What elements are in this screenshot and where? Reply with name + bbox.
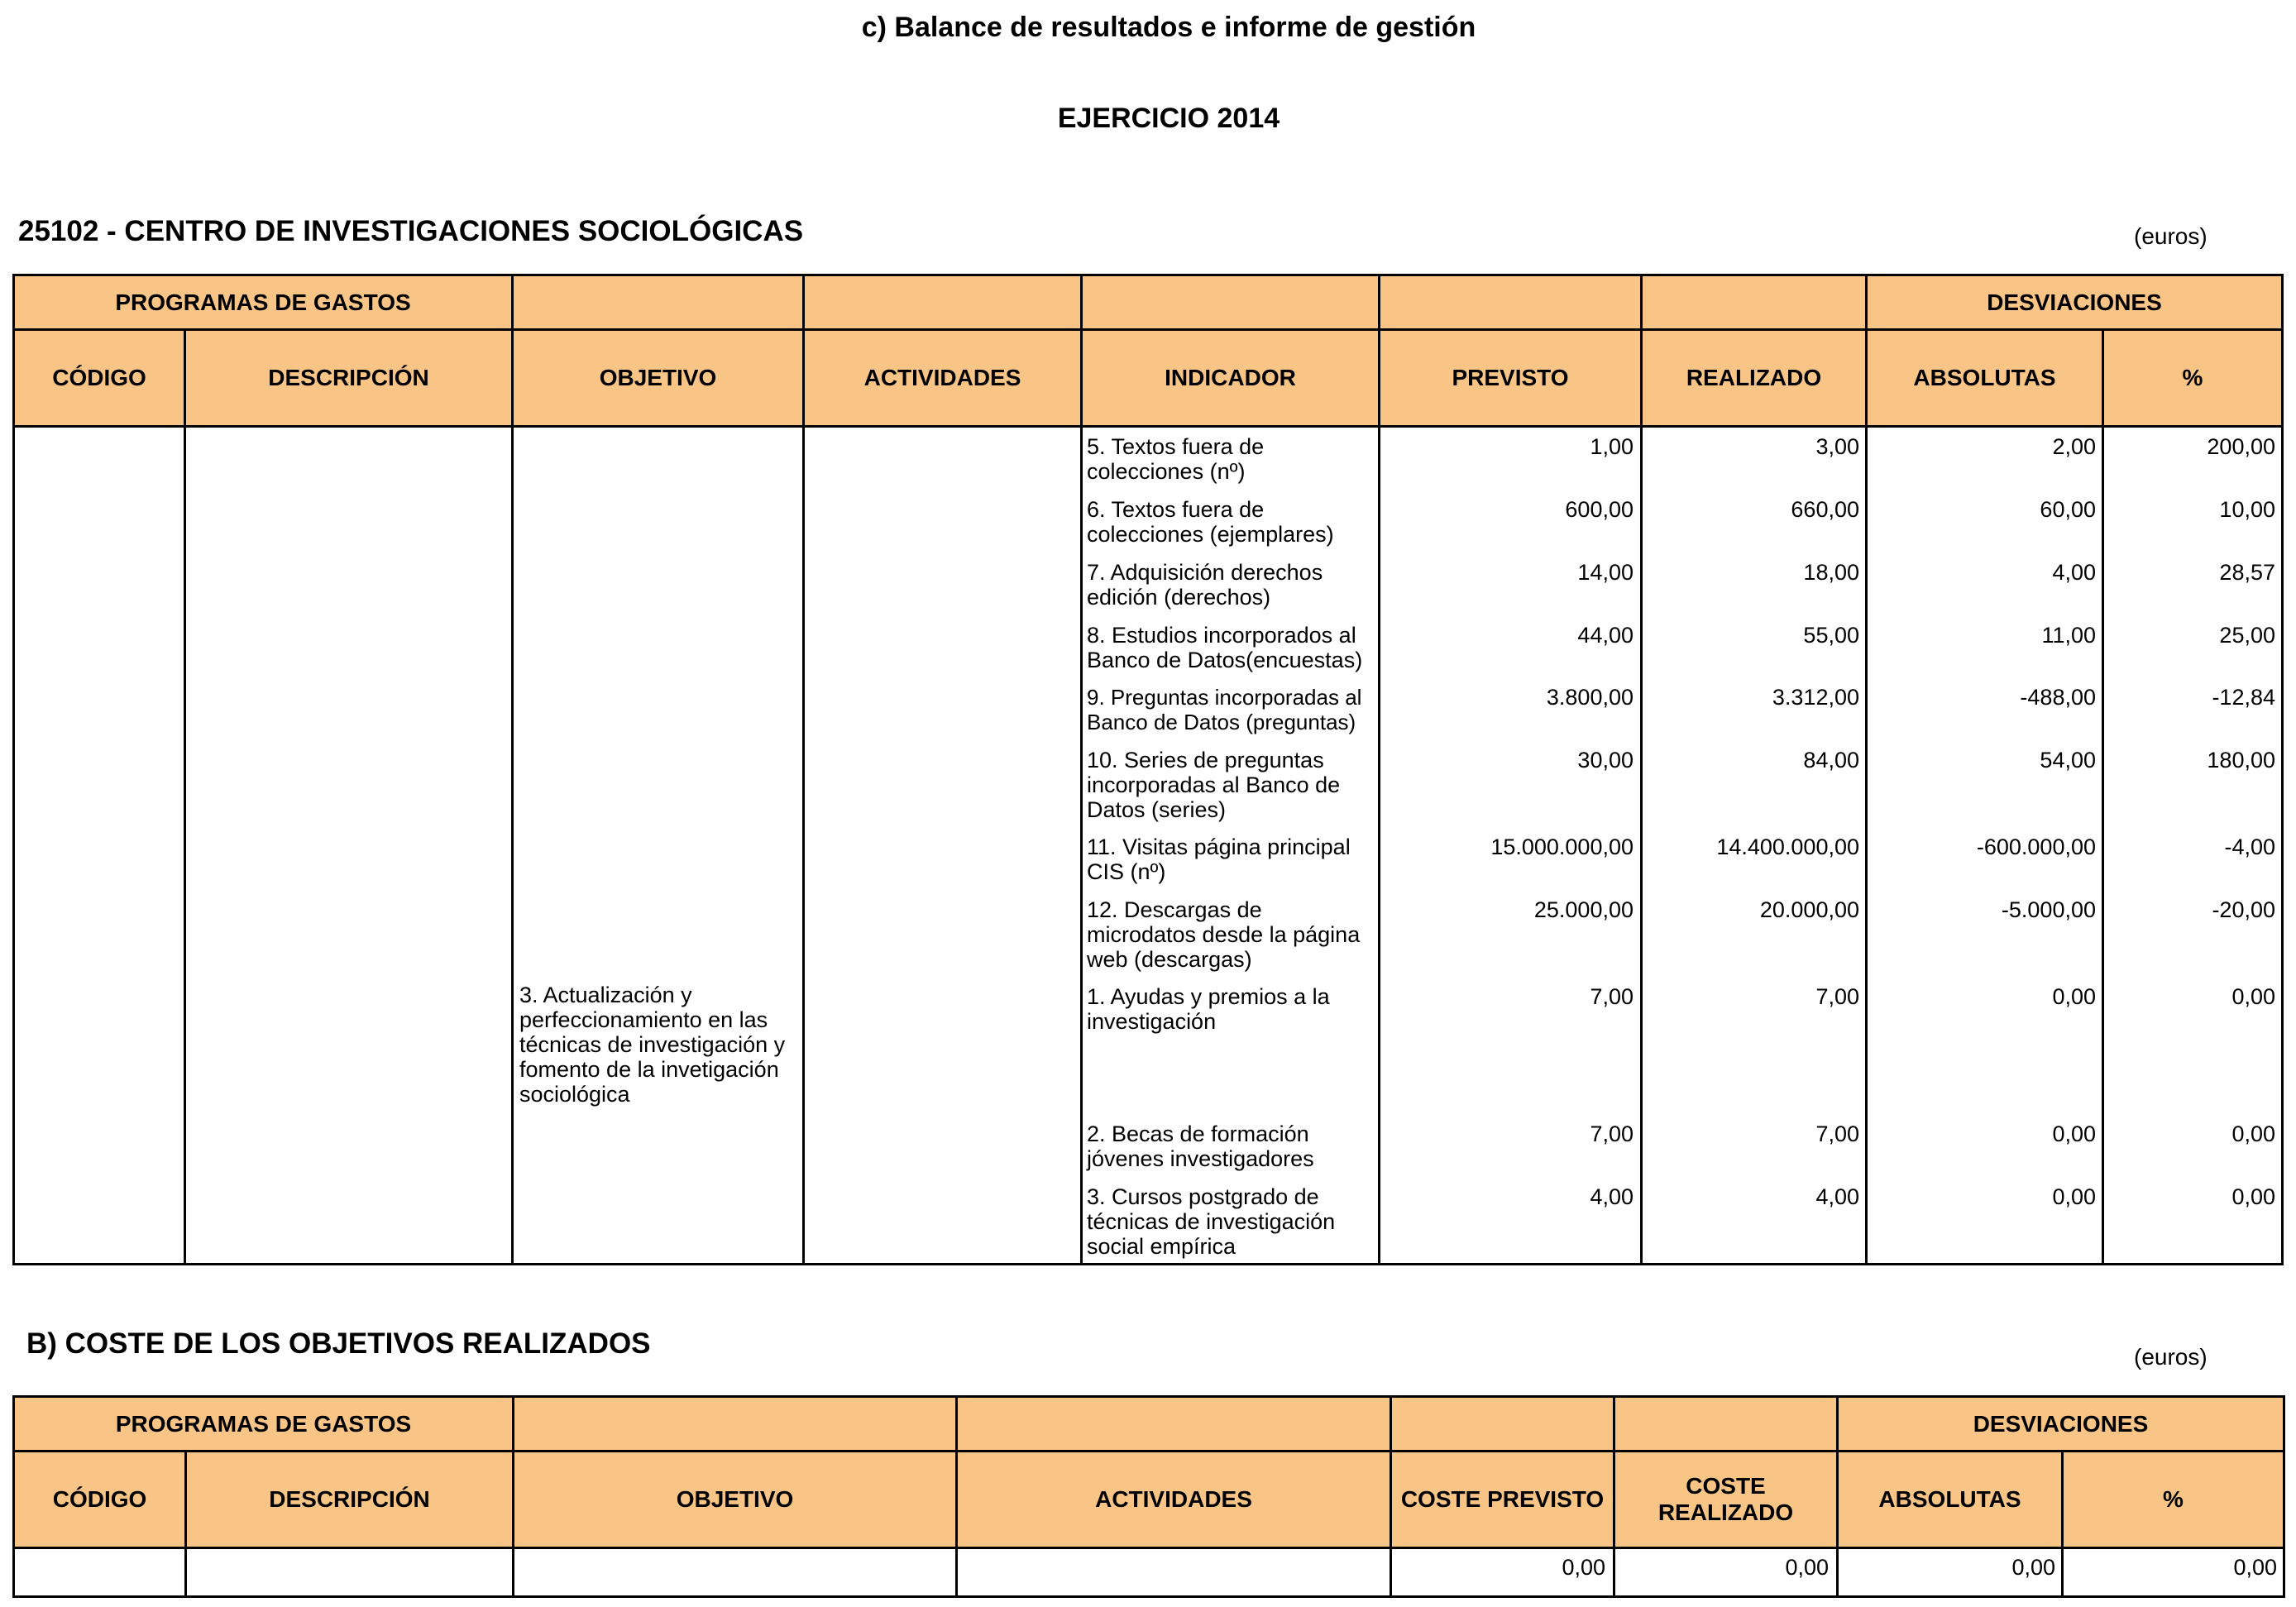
col-percent-b: % bbox=[2064, 1452, 2283, 1547]
col-previsto: PREVISTO bbox=[1380, 331, 1640, 425]
table-row: 8. Estudios incorporados al Banco de Datos(encuestas) bbox=[1087, 623, 1363, 672]
table-row: 5. Textos fuera de colecciones (nº) bbox=[1087, 434, 1265, 484]
col-objetivo-b: OBJETIVO bbox=[514, 1452, 955, 1547]
col-indicador: INDICADOR bbox=[1083, 331, 1378, 425]
col-coste-previsto: COSTE PREVISTO bbox=[1392, 1452, 1613, 1547]
col-codigo: CÓDIGO bbox=[15, 331, 184, 425]
table-row: 7. Adquisición derechos edición (derechos) bbox=[1087, 560, 1323, 610]
cost-table: PROGRAMAS DE GASTOS DESVIACIONES CÓDIGO DESCRIPCIÓN OBJETIVO ACTIVIDADES COSTE PREVISTO COSTE REALIZADO ABSOLUTAS % 0,00 0,00 0,00 0,00 bbox=[12, 1395, 2285, 1598]
table-row: 12. Descargas de microdatos desde la página web (descargas) bbox=[1087, 897, 1361, 972]
exercise-year: EJERCICIO 2014 bbox=[1057, 103, 1280, 134]
table-row: 3. Cursos postgrado de técnicas de investigación social empírica bbox=[1087, 1184, 1336, 1259]
table-row: 10. Series de preguntas incorporadas al Banco de Datos (series) bbox=[1087, 748, 1341, 822]
objective-text: 3. Actualización y perfeccionamiento en las técnicas de investigación y fomento de la invetigación sociológica bbox=[519, 983, 786, 1107]
col-objetivo: OBJETIVO bbox=[514, 331, 802, 425]
col-descripcion: DESCRIPCIÓN bbox=[186, 331, 511, 425]
table-row: 0,00 bbox=[1562, 1555, 1605, 1580]
deviations-group-header-b: DESVIACIONES bbox=[1839, 1398, 2283, 1450]
col-percent: % bbox=[2104, 331, 2281, 425]
col-absolutas-b: ABSOLUTAS bbox=[1839, 1452, 2061, 1547]
col-actividades: ACTIVIDADES bbox=[805, 331, 1080, 425]
results-table: PROGRAMAS DE GASTOS DESVIACIONES CÓDIGO DESCRIPCIÓN OBJETIVO ACTIVIDADES INDICADOR PREVISTO REALIZADO ABSOLUTAS % 3. Actualización y perfeccionamiento en las técnicas de investigación y fomento de la invetigación sociológica 5. Textos fuera de colecciones (nº) 1,00 3,00 2,00 200,00 6. Textos fuera de colecciones (ejemplares) 600,00 660,00 60,00 10,00 7. Adquisición derechos edición (derechos) 14,00 18,00 4,00 28,57 8. Estudios incorporados al Banco de Datos(encuestas) 44,00 55,00 11,00 25,00 9. Preguntas incorporadas al Banco de Datos (preguntas) 3.800,00 3.312,00 -488,00 -12,84 10. Series de preguntas incorporadas al Banco de Datos (series) 30,00 84,00 54,00 180,00 11. Visitas página principal CIS (nº) 15.000.000,00 14.400.000,00 -600.000,00 -4,00 12. Descargas de microdatos desde la página web (descargas) 25.000,00 20.000,00 -5.000,00 -20,00 1. Ayudas y premios a la investigación 7,00 7,00 0,00 0,00 2. Becas de formación jóvenes investigadores 7,00 7,00 0,00 0,00 3. Cursos postgrado de técnicas de investigación social empírica 4,00 4,00 0,00 0,00 bbox=[12, 274, 2284, 1265]
programs-group-header: PROGRAMAS DE GASTOS bbox=[15, 276, 511, 328]
table-row: 2. Becas de formación jóvenes investigadores bbox=[1087, 1122, 1314, 1171]
col-descripcion-b: DESCRIPCIÓN bbox=[187, 1452, 512, 1547]
units-label-b: (euros) bbox=[2134, 1344, 2208, 1370]
col-realizado: REALIZADO bbox=[1643, 331, 1865, 425]
col-actividades-b: ACTIVIDADES bbox=[958, 1452, 1390, 1547]
table-row: 1. Ayudas y premios a la investigación bbox=[1087, 984, 1330, 1034]
table-row: 9. Preguntas incorporadas al Banco de Datos (preguntas) bbox=[1087, 685, 1362, 734]
deviations-group-header: DESVIACIONES bbox=[1868, 276, 2281, 328]
units-label: (euros) bbox=[2134, 223, 2208, 249]
col-codigo-b: CÓDIGO bbox=[15, 1452, 184, 1547]
col-coste-realizado: COSTE REALIZADO bbox=[1615, 1452, 1836, 1547]
programs-group-header-b: PROGRAMAS DE GASTOS bbox=[15, 1398, 512, 1450]
entity-heading: 25102 - CENTRO DE INVESTIGACIONES SOCIOLÓGICAS bbox=[18, 215, 804, 247]
col-absolutas: ABSOLUTAS bbox=[1868, 331, 2102, 425]
report-title: c) Balance de resultados e informe de gestión bbox=[861, 12, 1476, 43]
table-row: 11. Visitas página principal CIS (nº) bbox=[1087, 835, 1351, 884]
section-b-heading: B) COSTE DE LOS OBJETIVOS REALIZADOS bbox=[26, 1327, 651, 1360]
table-row: 6. Textos fuera de colecciones (ejemplares) bbox=[1087, 497, 1334, 547]
